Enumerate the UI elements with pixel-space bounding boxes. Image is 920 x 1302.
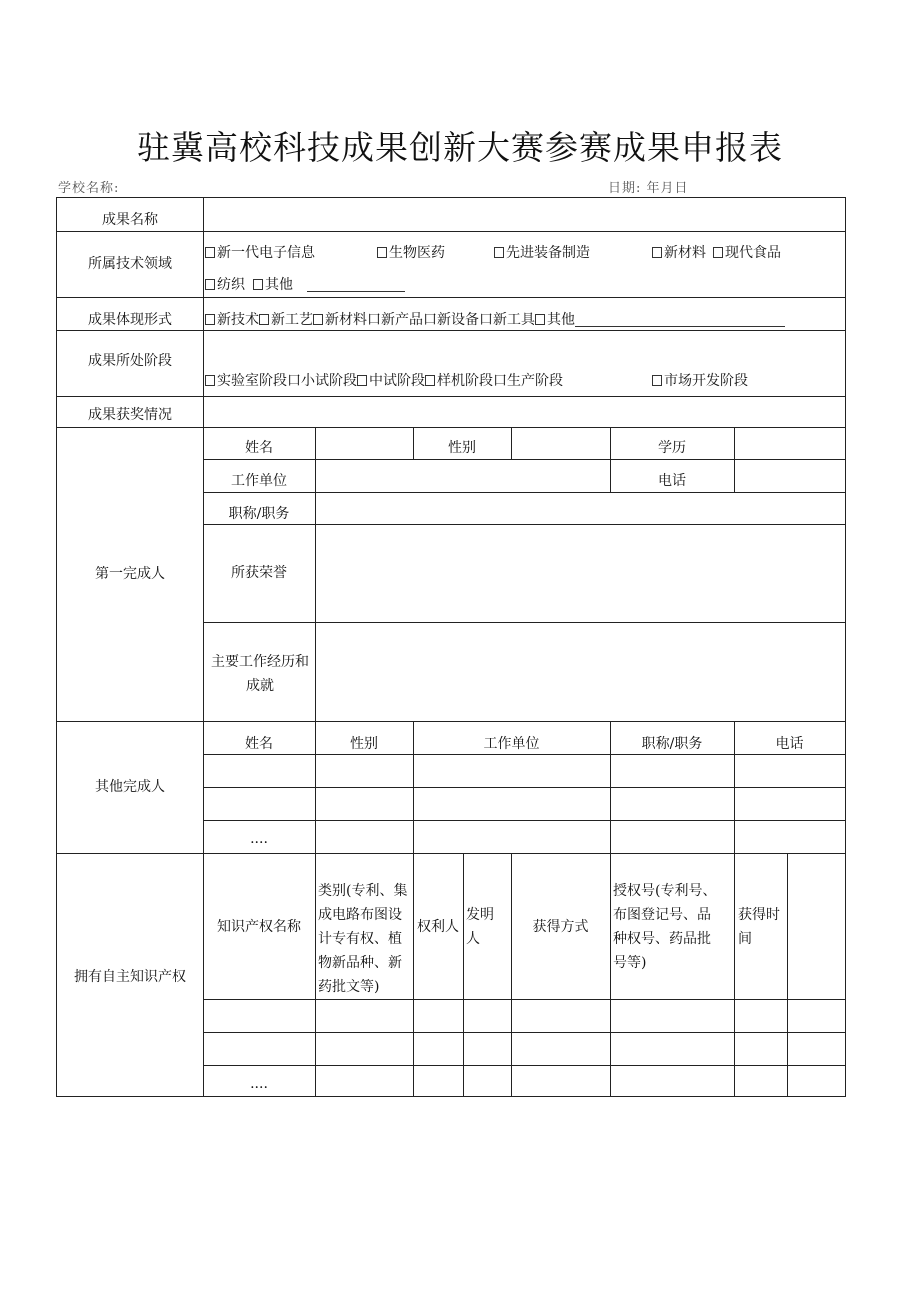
achievement-form-label: 成果体现形式 [88, 312, 172, 328]
field-option-biomedicine[interactable]: 生物医药 [377, 245, 445, 261]
ip-time-header: 获得时间 [738, 907, 780, 947]
checkbox-icon [535, 314, 545, 325]
award-status-label: 成果获奖情况 [88, 407, 172, 423]
date-label: 日期: 年月日 [608, 181, 689, 196]
ip-method-header: 获得方式 [532, 919, 589, 935]
ip-category-header: 类别(专利、集成电路布图设计专有权、植物新品种、新药批文等) [318, 883, 408, 995]
page-title: 驻冀高校科技成果创新大赛参赛成果申报表 [137, 128, 783, 167]
ip-ellipsis: .... [250, 1076, 268, 1092]
others-gender-header: 性别 [350, 736, 378, 752]
checkbox-icon [425, 375, 435, 386]
others-phone-header: 电话 [775, 736, 804, 752]
achievement-name-label: 成果名称 [102, 212, 158, 228]
checkbox-icon [259, 314, 269, 325]
others-name-header: 姓名 [245, 736, 273, 752]
school-name-label: 学校名称: [58, 181, 120, 196]
checkbox-icon [652, 375, 662, 386]
checkbox-icon [357, 375, 367, 386]
work-unit-label: 工作单位 [231, 473, 287, 489]
field-option-electronics[interactable]: 新一代电子信息 [205, 245, 315, 261]
checkbox-icon [313, 314, 323, 325]
stage-options[interactable]: 实验室阶段口小试阶段 中试阶段 样机阶段口生产阶段 [205, 373, 563, 389]
achievement-stage-label: 成果所处阶段 [88, 353, 172, 369]
job-title-label: 职称/职务 [228, 506, 290, 522]
application-form [56, 197, 846, 1097]
other-blank[interactable] [307, 277, 405, 292]
field-option-equipment[interactable]: 先进装备制造 [494, 245, 590, 261]
first-completer-label: 第一完成人 [95, 566, 165, 582]
checkbox-icon [205, 279, 215, 290]
ip-label: 拥有自主知识产权 [74, 969, 186, 985]
field-option-food[interactable]: 现代食品 [713, 245, 781, 261]
gender-label: 性别 [448, 440, 476, 456]
tech-field-label: 所属技术领域 [88, 256, 172, 272]
checkbox-icon [713, 247, 723, 258]
form-other-blank[interactable] [575, 312, 785, 327]
field-option-other[interactable]: 其他 [253, 277, 405, 293]
name-label: 姓名 [245, 440, 273, 456]
others-unit-header: 工作单位 [483, 736, 540, 752]
field-option-textile[interactable]: 纺织 [205, 277, 245, 293]
ip-owner-header: 权利人 [417, 919, 459, 935]
others-title-header: 职称/职务 [641, 736, 703, 752]
field-option-new-material[interactable]: 新材料 [652, 245, 706, 261]
ip-inventor-header: 发明人 [466, 907, 494, 947]
form-options[interactable]: 新技术 新工艺 新材料口新产品口新设备口新工具 其他 [205, 312, 785, 328]
experience-label: 主要工作经历和成就 [211, 654, 309, 694]
checkbox-icon [205, 375, 215, 386]
others-ellipsis: .... [250, 831, 268, 847]
ip-name-header: 知识产权名称 [217, 919, 301, 935]
checkbox-icon [205, 247, 215, 258]
checkbox-icon [494, 247, 504, 258]
other-completers-label: 其他完成人 [95, 779, 165, 795]
stage-option-market[interactable]: 市场开发阶段 [652, 373, 748, 389]
phone-label: 电话 [658, 473, 686, 489]
education-label: 学历 [658, 440, 686, 456]
honors-label: 所获荣誉 [231, 565, 287, 581]
checkbox-icon [377, 247, 387, 258]
checkbox-icon [205, 314, 215, 325]
ip-auth-no-header: 授权号(专利号、布图登记号、品种权号、药品批号等) [613, 883, 717, 971]
checkbox-icon [652, 247, 662, 258]
checkbox-icon [253, 279, 263, 290]
